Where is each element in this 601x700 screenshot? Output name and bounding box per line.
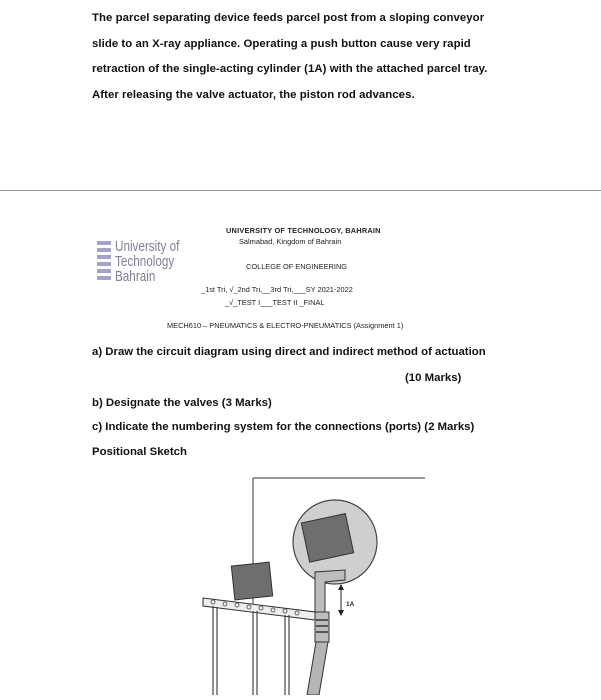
logo-line: University of [115,238,180,255]
university-name: UNIVERSITY OF TECHNOLOGY, BAHRAIN [226,226,381,235]
university-logo [97,239,217,289]
intro-line: slide to an X-ray appliance. Operating a push button cause very rapid [92,37,471,50]
course-title: MECH610 – PNEUMATICS & ELECTRO-PNEUMATICS (Assignment 1) [167,321,404,330]
positional-sketch-heading: Positional Sketch [92,446,187,458]
trimester-line: _1st Tri, √_2nd Tri,__3rd Tri,___SY 2021-2022 [201,285,353,294]
logo-line: Technology [115,253,175,270]
question-b: b) Designate the valves (3 Marks) [92,397,272,409]
cylinder-head [315,612,329,642]
cylinder-label: 1A [346,601,355,608]
intro-line: The parcel separating device feeds parcel post from a sloping conveyor [92,12,485,24]
question-c: c) Indicate the numbering system for the connections (ports) (2 Marks) [92,421,475,433]
logo-line: Bahrain [115,268,156,285]
intro-paragraph [92,6,532,108]
intro-line: After releasing the valve actuator, the piston rod advances. [92,88,415,101]
conveyor-legs [213,606,289,695]
university-address: Salmabad, Kingdom of Bahrain [239,237,342,246]
question-a: a) Draw the circuit diagram using direct and indirect method of actuation [92,346,486,358]
question-a-marks: (10 Marks) [405,372,462,384]
page-divider [0,190,601,191]
motion-arrow-head-up [338,584,344,590]
positional-sketch [195,470,425,695]
intro-line: retraction of the single-acting cylinder (1A) with the attached parcel tray. [92,63,488,75]
test-line: _√_TEST I___TEST II _FINAL [225,298,325,307]
logo-text [115,239,179,284]
detail-parcel [301,514,353,562]
logo-bars-icon [97,241,111,283]
cylinder-barrel [307,642,328,695]
college-name: COLLEGE OF ENGINEERING [246,262,348,271]
parcel-box [231,562,272,600]
motion-arrow-head-down [338,610,344,616]
